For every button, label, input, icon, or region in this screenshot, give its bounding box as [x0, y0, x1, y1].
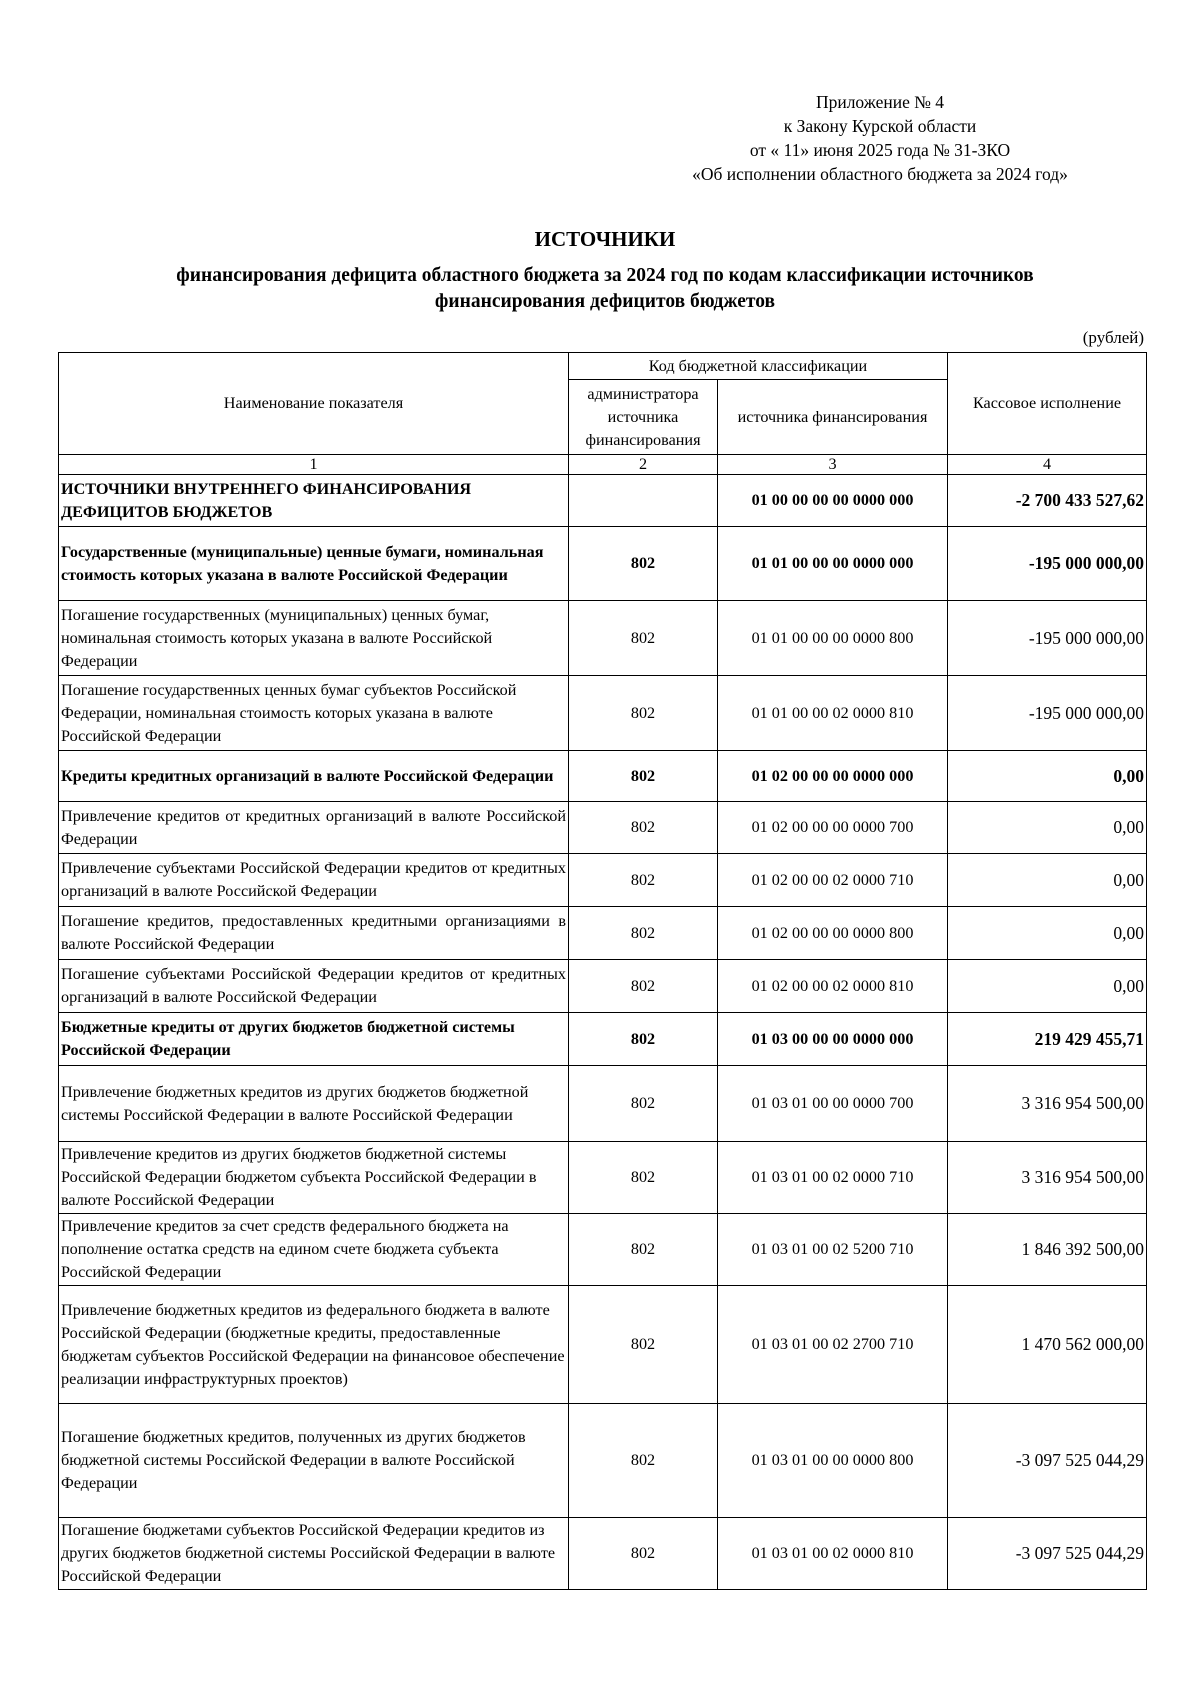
row-admin-code: 802: [569, 751, 718, 802]
row-source-code: 01 03 01 00 02 0000 710: [718, 1142, 948, 1214]
row-source-code: 01 01 00 00 00 0000 000: [718, 527, 948, 601]
row-admin-code: 802: [569, 802, 718, 854]
row-amount: 0,00: [948, 854, 1147, 907]
subtitle-line-1: финансирования дефицита областного бюджета за 2024 год по кодам классификации источников: [176, 265, 1034, 286]
appendix-block: [600, 90, 1160, 186]
document-title: ИСТОЧНИКИ: [534, 227, 676, 251]
row-name: Привлечение субъектами Российской Федерации кредитов от кредитных организаций в валюте Российской Федерации: [59, 854, 569, 907]
row-name: ИСТОЧНИКИ ВНУТРЕННЕГО ФИНАНСИРОВАНИЯ ДЕФИЦИТОВ БЮДЖЕТОВ: [59, 475, 569, 527]
row-name: Погашение государственных (муниципальных) ценных бумаг, номинальная стоимость которых указана в валюте Российской Федерации: [59, 601, 569, 676]
row-amount: 0,00: [948, 960, 1147, 1013]
row-source-code: 01 03 01 00 02 0000 810: [718, 1518, 948, 1590]
appendix-line-4: «Об исполнении областного бюджета за 2024 год»: [692, 164, 1068, 184]
row-name: Погашение бюджетами субъектов Российской Федерации кредитов из других бюджетов бюджетной системы Российской Федерации в валюте Российской Федерации: [59, 1518, 569, 1590]
table-row: [59, 854, 1147, 907]
row-admin-code: 802: [569, 527, 718, 601]
row-amount: 3 316 954 500,00: [948, 1066, 1147, 1142]
units-label: (рублей): [1082, 328, 1144, 347]
row-name: Бюджетные кредиты от других бюджетов бюджетной системы Российской Федерации: [59, 1013, 569, 1066]
table-row: [59, 475, 1147, 527]
row-admin-code: 802: [569, 1518, 718, 1590]
header-code-group: Код бюджетной классификации: [569, 353, 948, 380]
row-source-code: 01 02 00 00 00 0000 000: [718, 751, 948, 802]
row-amount: -195 000 000,00: [948, 676, 1147, 751]
table-row: [59, 1404, 1147, 1518]
row-amount: -3 097 525 044,29: [948, 1518, 1147, 1590]
table-row: [59, 802, 1147, 854]
table-row: [59, 527, 1147, 601]
row-admin-code: 802: [569, 960, 718, 1013]
row-admin-code: 802: [569, 676, 718, 751]
row-source-code: 01 02 00 00 00 0000 800: [718, 907, 948, 960]
header-source: источника финансирования: [718, 380, 948, 455]
row-amount: -195 000 000,00: [948, 601, 1147, 676]
appendix-line-1: Приложение № 4: [815, 92, 945, 112]
row-admin-code: 802: [569, 1404, 718, 1518]
row-amount: 0,00: [948, 751, 1147, 802]
row-amount: 1 846 392 500,00: [948, 1214, 1147, 1286]
header-name: Наименование показателя: [59, 353, 569, 455]
row-admin-code: 802: [569, 601, 718, 676]
row-source-code: 01 02 00 00 00 0000 700: [718, 802, 948, 854]
row-name: Погашение бюджетных кредитов, полученных из других бюджетов бюджетной системы Российской Федерации в валюте Российской Федерации: [59, 1404, 569, 1518]
column-numbers-row: [59, 455, 1147, 475]
row-amount: 219 429 455,71: [948, 1013, 1147, 1066]
header-amount: Кассовое исполнение: [948, 353, 1147, 455]
table-row: [59, 751, 1147, 802]
row-admin-code: 802: [569, 1066, 718, 1142]
row-name: Государственные (муниципальные) ценные бумаги, номинальная стоимость которых указана в валюте Российской Федерации: [59, 527, 569, 601]
row-source-code: 01 03 01 00 00 0000 700: [718, 1066, 948, 1142]
table-row: [59, 1518, 1147, 1590]
row-admin-code: 802: [569, 1142, 718, 1214]
table-row: [59, 1013, 1147, 1066]
row-admin-code: 802: [569, 1214, 718, 1286]
row-source-code: 01 01 00 00 00 0000 800: [718, 601, 948, 676]
table-row: [59, 676, 1147, 751]
row-admin-code: 802: [569, 907, 718, 960]
row-source-code: 01 02 00 00 02 0000 710: [718, 854, 948, 907]
row-name: Привлечение кредитов из других бюджетов бюджетной системы Российской Федерации бюджетом субъекта Российской Федерации в валюте Российской Федерации: [59, 1142, 569, 1214]
column-number: 3: [718, 455, 948, 475]
row-name: Привлечение бюджетных кредитов из других бюджетов бюджетной системы Российской Федерации в валюте Российской Федерации: [59, 1066, 569, 1142]
row-source-code: 01 01 00 00 02 0000 810: [718, 676, 948, 751]
row-source-code: 01 03 01 00 02 5200 710: [718, 1214, 948, 1286]
row-source-code: 01 03 00 00 00 0000 000: [718, 1013, 948, 1066]
row-name: Привлечение бюджетных кредитов из федерального бюджета в валюте Российской Федерации (бюджетные кредиты, предоставленные бюджетам субъектов Российской Федерации на финансовое обеспечение реализации инфраструктурных проектов): [59, 1286, 569, 1404]
row-amount: 3 316 954 500,00: [948, 1142, 1147, 1214]
appendix-line-3: от « 11» июня 2025 года № 31-ЗКО: [749, 140, 1011, 160]
row-admin-code: 802: [569, 854, 718, 907]
table-row: [59, 907, 1147, 960]
table-row: [59, 601, 1147, 676]
row-amount: -3 097 525 044,29: [948, 1404, 1147, 1518]
row-source-code: 01 03 01 00 02 2700 710: [718, 1286, 948, 1404]
row-admin-code: 802: [569, 1286, 718, 1404]
column-number: 4: [948, 455, 1147, 475]
row-name: Погашение субъектами Российской Федерации кредитов от кредитных организаций в валюте Российской Федерации: [59, 960, 569, 1013]
row-source-code: 01 00 00 00 00 0000 000: [718, 475, 948, 527]
row-amount: -2 700 433 527,62: [948, 475, 1147, 527]
row-source-code: 01 02 00 00 02 0000 810: [718, 960, 948, 1013]
row-name: Кредиты кредитных организаций в валюте Российской Федерации: [59, 751, 569, 802]
header-admin: администратора источника финансирования: [569, 380, 718, 455]
row-name: Погашение государственных ценных бумаг субъектов Российской Федерации, номинальная стоимость которых указана в валюте Российской Федерации: [59, 676, 569, 751]
subtitle-line-2: финансирования дефицитов бюджетов: [434, 291, 776, 312]
column-number: 2: [569, 455, 718, 475]
sources-table: [58, 352, 1147, 1590]
table-row: [59, 1066, 1147, 1142]
row-source-code: 01 03 01 00 00 0000 800: [718, 1404, 948, 1518]
table-row: [59, 1286, 1147, 1404]
column-number: 1: [59, 455, 569, 475]
row-admin-code: [569, 475, 718, 527]
row-admin-code: 802: [569, 1013, 718, 1066]
table-row: [59, 960, 1147, 1013]
row-name: Привлечение кредитов за счет средств федерального бюджета на пополнение остатка средств на едином счете бюджета субъекта Российской Федерации: [59, 1214, 569, 1286]
row-amount: 0,00: [948, 907, 1147, 960]
appendix-line-2: к Закону Курской области: [783, 116, 977, 136]
document-subtitle: [60, 263, 1150, 315]
row-amount: -195 000 000,00: [948, 527, 1147, 601]
table-row: [59, 1142, 1147, 1214]
table-row: [59, 1214, 1147, 1286]
row-name: Привлечение кредитов от кредитных организаций в валюте Российской Федерации: [59, 802, 569, 854]
row-amount: 0,00: [948, 802, 1147, 854]
row-name: Погашение кредитов, предоставленных кредитными организациями в валюте Российской Федерации: [59, 907, 569, 960]
row-amount: 1 470 562 000,00: [948, 1286, 1147, 1404]
